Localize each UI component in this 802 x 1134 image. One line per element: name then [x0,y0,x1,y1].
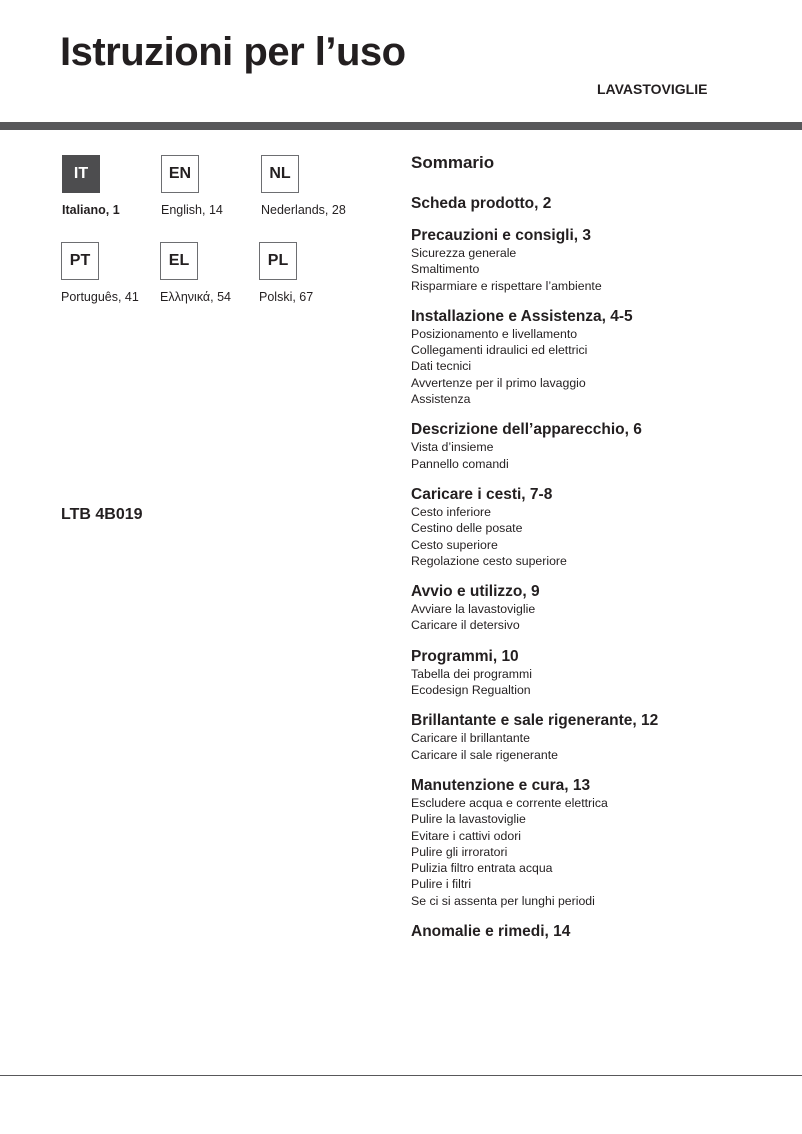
language-code-box: NL [261,155,299,193]
toc-subitem[interactable]: Caricare il sale rigenerante [411,747,558,762]
toc-section-heading[interactable]: Brillantante e sale rigenerante, 12 [411,712,659,730]
toc-section [411,227,791,294]
model-number: LTB 4B019 [61,506,143,523]
toc-section-heading[interactable]: Precauzioni e consigli, 3 [411,227,592,244]
language-code-box: PL [259,242,297,280]
toc-subitem[interactable]: Cesto inferiore [411,504,491,519]
toc-subitem[interactable]: Sicurezza generale [411,246,517,260]
toc-subitem[interactable]: Cesto superiore [411,537,498,552]
toc-section [411,712,791,763]
toc-section-heading[interactable]: Avvio e utilizzo, 9 [411,583,540,601]
toc-subitem[interactable]: Regolazione cesto superiore [411,553,567,568]
toc-subitem[interactable]: Pulire gli irroratori [411,844,508,859]
toc-section-heading[interactable]: Programmi, 10 [411,647,519,665]
toc-section [411,923,791,941]
toc-subitem[interactable]: Smaltimento [411,262,480,277]
toc-section-heading[interactable]: Installazione e Assistenza, 4-5 [411,307,633,325]
language-code-box: PT [61,242,99,280]
toc-subitem[interactable]: Caricare il detersivo [411,618,520,633]
toc-subitem[interactable]: Dati tecnici [411,359,472,374]
toc-subitem[interactable]: Risparmiare e rispettare l’ambiente [411,278,602,293]
toc-subitem[interactable]: Collegamenti idraulici ed elettrici [411,343,588,358]
toc-subitem[interactable]: Caricare il brillantante [411,731,530,746]
toc-title: Sommario [411,153,495,172]
toc-subitem[interactable]: Escludere acqua e corrente elettrica [411,795,608,810]
toc-section-heading[interactable]: Caricare i cesti, 7-8 [411,485,553,503]
language-label: Italiano, 1 [62,203,120,217]
toc-subitem[interactable]: Pulizia filtro entrata acqua [411,861,553,876]
toc-section [411,421,791,472]
toc-subitem[interactable]: Avviare la lavastoviglie [411,602,536,617]
language-label: English, 14 [161,203,223,217]
toc-subitem[interactable]: Avvertenze per il primo lavaggio [411,375,586,390]
header-divider [0,122,802,130]
language-label: Ελληνικά, 54 [160,290,231,304]
language-label: Polski, 67 [259,290,314,304]
language-label: Português, 41 [61,290,139,304]
toc-subitem[interactable]: Pulire la lavastoviglie [411,812,526,827]
toc-section-heading[interactable]: Anomalie e rimedi, 14 [411,923,571,941]
toc-section [411,777,791,909]
toc-subitem[interactable]: Vista d’insieme [411,440,494,455]
toc-section-heading[interactable]: Descrizione dell’apparecchio, 6 [411,421,642,439]
toc-section-heading[interactable]: Manutenzione e cura, 13 [411,776,591,794]
language-label: Nederlands, 28 [261,203,346,217]
toc-subitem[interactable]: Posizionamento e livellamento [411,326,578,341]
product-type: LAVASTOVIGLIE [597,81,708,97]
page-title: Istruzioni per l’uso [60,30,406,74]
language-pl[interactable] [259,242,389,304]
toc-section [411,308,791,407]
toc-subitem[interactable]: Ecodesign Regualtion [411,683,531,698]
toc-subitem[interactable]: Assistenza [411,392,471,407]
toc-subitem[interactable]: Pannello comandi [411,456,509,471]
toc-subitem[interactable]: Pulire i filtri [411,877,472,892]
toc-subitem[interactable]: Se ci si assenta per lunghi periodi [411,893,595,908]
toc-section-heading[interactable]: Scheda prodotto, 2 [411,195,552,212]
language-code-box: EN [161,155,199,193]
table-of-contents [411,152,791,955]
language-nl[interactable] [261,155,391,217]
toc-section [411,583,791,634]
footer-divider [0,1075,802,1076]
toc-subitem[interactable]: Evitare i cattivi odori [411,828,522,843]
language-code-box: EL [160,242,198,280]
toc-subitem[interactable]: Cestino delle posate [411,521,523,536]
toc-subitem[interactable]: Tabella dei programmi [411,666,532,681]
toc-section [411,195,791,213]
language-code-box: IT [62,155,100,193]
toc-section [411,648,791,699]
toc-section [411,486,791,569]
